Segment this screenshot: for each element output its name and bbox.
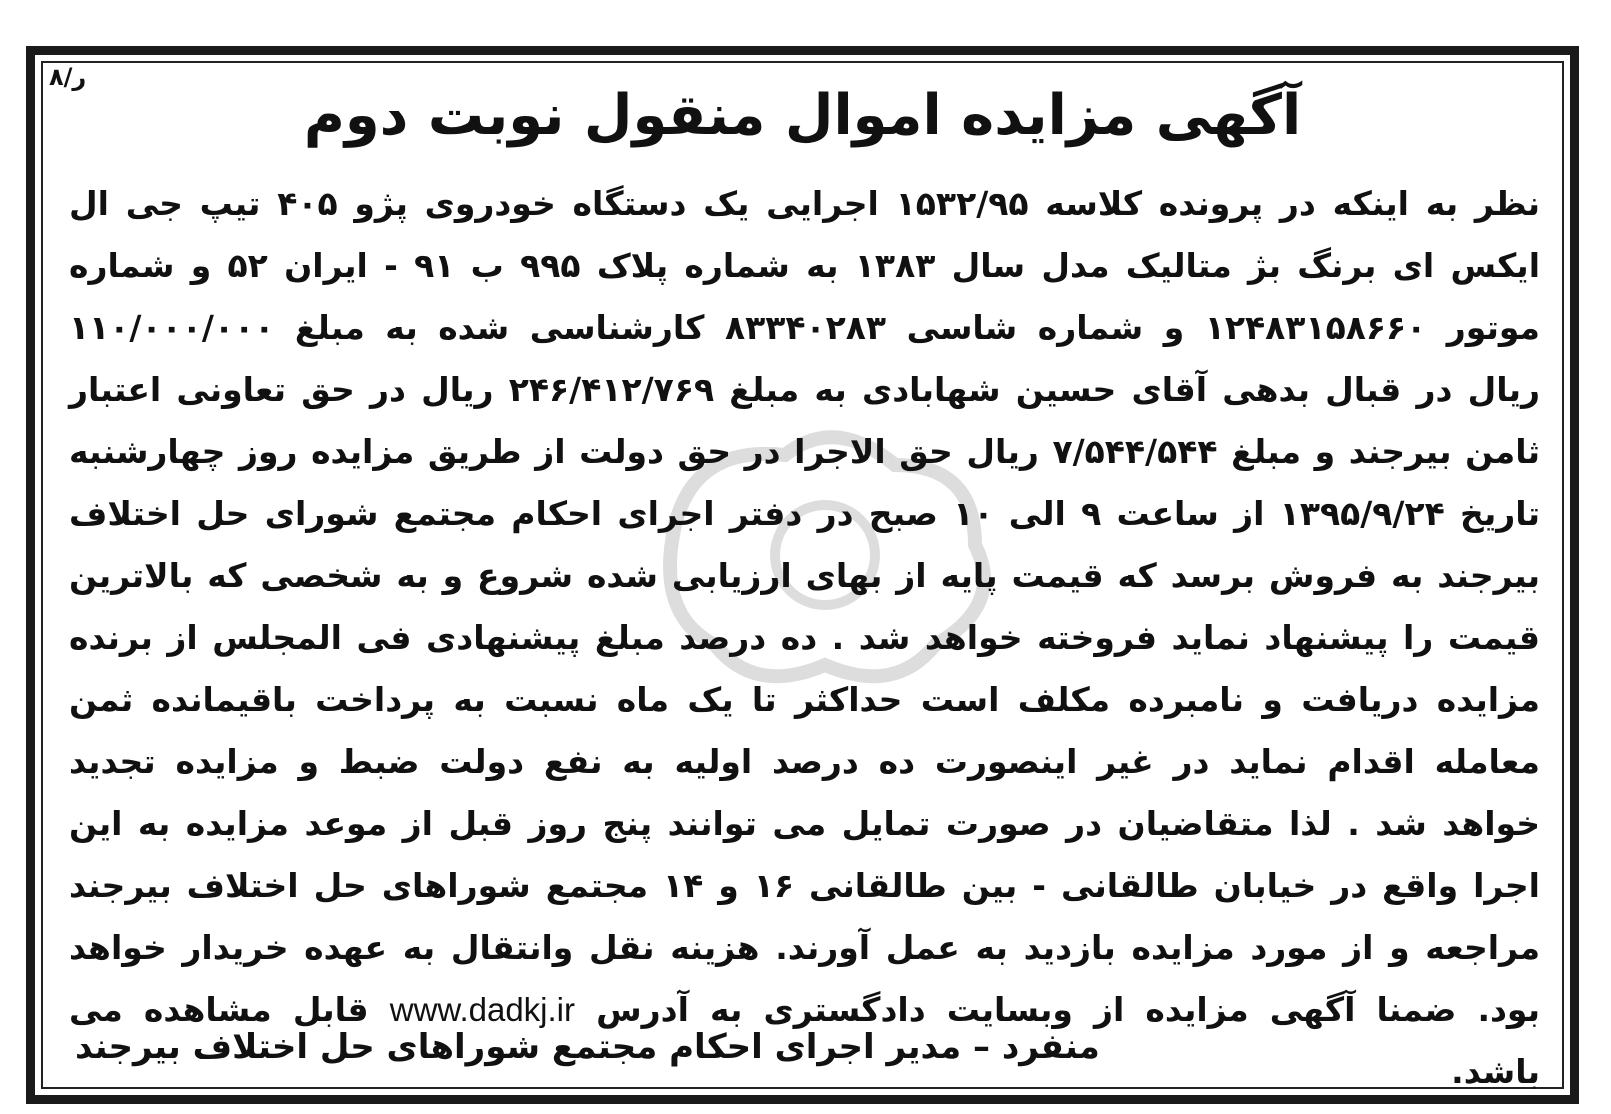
notice-body-text: نظر به اینکه در پرونده کلاسه ۱۵۳۲/۹۵ اجرایی یک دستگاه خودروی پژو ۴۰۵ تیپ جی ال ایکس ای برنگ بژ متالیک مدل سال ۱۳۸۳ به شماره پلاک ۹۹۵ ب ۹۱ - ایران ۵۲ و شماره موتور ۱۲۴۸۳۱۵۸۶۶۰ و شماره شاسی ۸۳۳۴۰۲۸۳ کارشناسی شده به مبلغ ۱۱۰/۰۰۰/۰۰۰ ریال در قبال بدهی آقای حسین شهابادی به مبلغ ۲۴۶/۴۱۲/۷۶۹ ریال در حق تعاونی اعتبار ثامن بیرجند و مبلغ ۷/۵۴۴/۵۴۴ ریال حق الاجرا در حق دولت از طریق مزایده روز چهارشنبه تاریخ ۱۳۹۵/۹/۲۴ از ساعت ۹ الی ۱۰ صبح در دفتر اجرای احکام مجتمع شورای حل اختلاف بیرجند به فروش برسد که قیمت پایه از بهای ارزیابی شده شروع و به شخصی که بالاترین قیمت را پیشنهاد نماید فروخته خواهد شد . ده درصد مبلغ پیشنهادی فی المجلس از برنده مزایده دریافت و نامبرده مکلف است حداکثر تا یک ماه نسبت به پرداخت باقیمانده ثمن معامله اقدام نماید در غیر اینصورت ده درصد اولیه به نفع دولت ضبط و مزایده تجدید خواهد شد . لذا متقاضیان در صورت تمایل می توانند پنج روز قبل از موعد مزایده به این اجرا واقع در خیابان طالقانی - بین طالقانی ۱۶ و ۱۴ مجتمع شوراهای حل اختلاف بیرجند مراجعه و از مورد مزایده بازدید به عمل آورند. هزینه نقل وانتقال به عهده خریدار خواهد بود. ضمنا آگهی مزایده از وبسایت دادگستری به آدرس bbox=[69, 184, 1541, 1029]
notice-signature: منفرد – مدیر اجرای احکام مجتمع شوراهای حل اختلاف بیرجند bbox=[75, 1027, 1100, 1067]
website-link[interactable]: www.dadkj.ir bbox=[389, 991, 575, 1028]
notice-code: ۸/ر bbox=[49, 63, 87, 91]
notice-title: آگهی مزایده اموال منقول نوبت دوم bbox=[303, 83, 1302, 148]
notice-frame bbox=[26, 46, 1579, 1104]
notice-body-text-end: قابل مشاهده می باشد. bbox=[69, 990, 1540, 1091]
notice-body bbox=[69, 173, 1540, 1103]
